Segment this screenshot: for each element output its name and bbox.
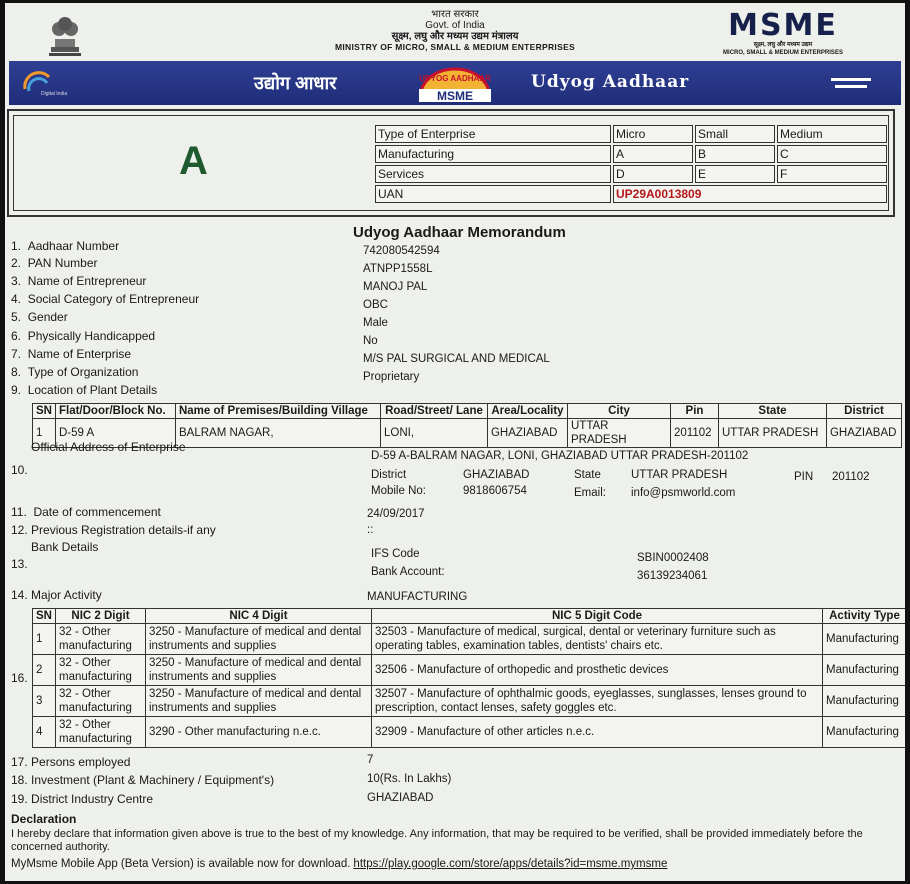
- column-header: Pin: [670, 404, 718, 419]
- field-value-handicapped: No: [363, 335, 378, 347]
- field-label-persons: 17. Persons employed: [11, 755, 131, 769]
- field-label-social-category: 4. Social Category of Entrepreneur: [11, 292, 200, 306]
- column-header: Activity Type: [822, 609, 905, 624]
- district-label: District: [371, 469, 407, 481]
- table-cell: 3250 - Manufacture of medical and dental instruments and supplies: [145, 624, 371, 655]
- field-label-organization: 8. Type of Organization: [11, 365, 139, 379]
- field-value-investment: 10(Rs. In Lakhs): [367, 773, 452, 785]
- table-cell: Small: [695, 125, 775, 143]
- table-row: [33, 655, 906, 686]
- column-header: NIC 2 Digit: [55, 609, 145, 624]
- field-value-organization: Proprietary: [363, 371, 420, 383]
- mobile-app-note: [11, 858, 667, 870]
- field-label-major-activity: 14. Major Activity: [11, 588, 102, 602]
- field-value-gender: Male: [363, 317, 388, 329]
- ministry-english: MINISTRY OF MICRO, SMALL & MEDIUM ENTERPRISES: [334, 42, 576, 52]
- table-cell: F: [777, 165, 887, 183]
- table-cell: GHAZIABAD: [826, 419, 901, 448]
- table-cell: 32503 - Manufacture of medical, surgical, dental or veterinary furniture such as operating tables, examination tables, dentists' chairs etc.: [371, 624, 822, 655]
- table-row: [375, 125, 887, 143]
- column-header: SN: [33, 404, 56, 419]
- column-header: NIC 5 Digit Code: [371, 609, 822, 624]
- column-header: State: [718, 404, 826, 419]
- table-row: [375, 145, 887, 163]
- table-cell: Manufacturing: [822, 686, 905, 717]
- certificate-header: [5, 3, 905, 63]
- field-value-aadhaar: 742080542594: [363, 245, 440, 257]
- pin-label: PIN: [794, 471, 814, 483]
- enterprise-category-box: [7, 109, 895, 217]
- field-label-handicapped: 6. Physically Handicapped: [11, 329, 156, 343]
- column-header: Road/Street/ Lane: [380, 404, 487, 419]
- table-cell: Medium: [777, 125, 887, 143]
- udyog-aadhaar-certificate: [5, 3, 905, 881]
- ifs-label: IFS Code: [371, 548, 420, 560]
- table-cell: 3: [33, 686, 56, 717]
- district-value: GHAZIABAD: [463, 469, 530, 481]
- msme-logo: [697, 8, 869, 57]
- table-cell: C: [777, 145, 887, 163]
- column-header: Flat/Door/Block No.: [55, 404, 175, 419]
- declaration-text: I hereby declare that information given above is true to the best of my knowledge. Any information, that may be required to be verified, shall be provided immediately before the concerned authority.: [11, 828, 863, 853]
- uan-label: UAN: [375, 185, 611, 203]
- state-label: State: [574, 469, 601, 481]
- memorandum-title: Udyog Aadhaar Memorandum: [353, 224, 566, 241]
- ifs-value: SBIN0002408: [637, 552, 709, 564]
- field-label-gender: 5. Gender: [11, 310, 68, 324]
- uan-value: UP29A0013809: [613, 185, 887, 203]
- enterprise-type-table: [373, 123, 889, 205]
- field-value-major-activity: MANUFACTURING: [367, 591, 468, 603]
- field-label-previous-registration: 12. Previous Registration details-if any: [11, 523, 216, 537]
- field-label-pan: 2. PAN Number: [11, 256, 98, 270]
- field-label-dic: 19. District Industry Centre: [11, 792, 154, 806]
- digital-india-logo-icon: [19, 69, 71, 97]
- bank-details-label: Bank Details: [31, 540, 99, 554]
- field-value-commencement: 24/09/2017: [367, 508, 425, 520]
- table-cell: UTTAR PRADESH: [567, 419, 670, 448]
- field-value-previous-registration: ::: [367, 524, 374, 536]
- pin-value: 201102: [832, 471, 870, 483]
- table-cell: 32 - Other manufacturing: [55, 686, 145, 717]
- badge-bottom-text: MSME: [437, 89, 473, 103]
- mobile-value: 9818606754: [463, 485, 527, 497]
- gov-english: Govt. of India: [425, 20, 485, 31]
- field-value-entrepreneur: MANOJ PAL: [363, 281, 428, 293]
- field-value-persons: 7: [367, 754, 374, 766]
- field-value-pan: ATNPP1558L: [363, 263, 433, 275]
- play-store-link[interactable]: https://play.google.com/store/apps/details?id=msme.mymsme: [353, 858, 668, 870]
- field-value-social-category: OBC: [363, 299, 388, 311]
- table-cell: E: [695, 165, 775, 183]
- table-cell: D: [613, 165, 693, 183]
- table-cell: UTTAR PRADESH: [718, 419, 826, 448]
- table-cell: 1: [33, 624, 56, 655]
- mobile-app-text: MyMsme Mobile App (Beta Version) is available now for download.: [11, 858, 351, 870]
- decorative-lines-icon: [831, 75, 871, 91]
- official-address-value: D-59 A-BALRAM NAGAR, LONI, GHAZIABAD UTTAR PRADESH-201102: [371, 450, 749, 462]
- ministry-heading: [285, 9, 625, 53]
- udyog-aadhaar-banner: [9, 61, 901, 105]
- table-cell: B: [695, 145, 775, 163]
- table-cell: BALRAM NAGAR,: [175, 419, 380, 448]
- field-value-dic: GHAZIABAD: [367, 792, 434, 804]
- table-cell: 2: [33, 655, 56, 686]
- field-label-investment: 18. Investment (Plant & Machinery / Equipment's): [11, 773, 275, 787]
- field-label-entrepreneur: 3. Name of Entrepreneur: [11, 274, 147, 288]
- email-value: info@psmworld.com: [631, 487, 736, 499]
- column-header: Name of Premises/Building Village: [175, 404, 380, 419]
- table-row: [33, 717, 906, 748]
- table-cell: 3250 - Manufacture of medical and dental instruments and supplies: [145, 655, 371, 686]
- table-cell: 3290 - Other manufacturing n.e.c.: [145, 717, 371, 748]
- table-cell: 3250 - Manufacture of medical and dental instruments and supplies: [145, 686, 371, 717]
- table-cell: Services: [375, 165, 611, 183]
- column-header: District: [826, 404, 901, 419]
- banner-title-hindi: उद्योग आधार: [254, 73, 337, 93]
- field-label-aadhaar: 1. Aadhaar Number: [11, 239, 120, 253]
- table-cell: A: [613, 145, 693, 163]
- msme-sub-hindi: सूक्ष्म, लघु और मध्यम उद्यम: [753, 42, 813, 48]
- table-cell: Manufacturing: [822, 717, 905, 748]
- table-cell: 32909 - Manufacture of other articles n.e.c.: [371, 717, 822, 748]
- table-cell: GHAZIABAD: [487, 419, 567, 448]
- table-row: [33, 624, 906, 655]
- table-cell: 1: [33, 419, 56, 448]
- declaration-title: Declaration: [11, 812, 77, 826]
- national-emblem-icon: [37, 9, 93, 59]
- msme-mark: MSME: [728, 8, 838, 43]
- gov-hindi: भारत सरकार: [431, 9, 479, 20]
- email-label: Email:: [574, 487, 606, 499]
- bank-account-label: Bank Account:: [371, 566, 445, 578]
- table-cell: 32 - Other manufacturing: [55, 655, 145, 686]
- field-label-enterprise-name: 7. Name of Enterprise: [11, 347, 132, 361]
- field-number-10: 10.: [11, 463, 28, 477]
- table-cell: 32 - Other manufacturing: [55, 717, 145, 748]
- ministry-hindi: सूक्ष्म, लघु और मध्यम उद्यम मंत्रालय: [391, 31, 519, 42]
- field-number-13: 13.: [11, 557, 28, 571]
- udyog-aadhaar-badge-icon: [407, 65, 503, 103]
- table-cell: Micro: [613, 125, 693, 143]
- table-header-row: [33, 404, 902, 419]
- official-address-label: Official Address of Enterprise: [31, 440, 186, 454]
- msme-sub-english: MICRO, SMALL & MEDIUM ENTERPRISES: [723, 50, 843, 56]
- column-header: City: [567, 404, 670, 419]
- table-row: [375, 165, 887, 183]
- table-header-row: [33, 609, 906, 624]
- table-cell: D-59 A: [55, 419, 175, 448]
- table-cell: Manufacturing: [822, 655, 905, 686]
- uan-row: [375, 185, 887, 203]
- table-cell: 32507 - Manufacture of ophthalmic goods, eyeglasses, sunglasses, lenses ground to prescription, contact lenses, safety goggles etc.: [371, 686, 822, 717]
- state-value: UTTAR PRADESH: [631, 469, 728, 481]
- field-label-commencement: 11. Date of commencement: [11, 505, 161, 519]
- digital-india-text: Digital India: [41, 91, 68, 97]
- table-row: [33, 686, 906, 717]
- column-header: Area/Locality: [487, 404, 567, 419]
- table-cell: 32 - Other manufacturing: [55, 624, 145, 655]
- bank-account-value: 36139234061: [637, 570, 708, 582]
- field-value-enterprise-name: M/S PAL SURGICAL AND MEDICAL: [363, 353, 550, 365]
- field-label-plant-location: 9. Location of Plant Details: [11, 383, 158, 397]
- table-cell: Manufacturing: [822, 624, 905, 655]
- table-cell: Type of Enterprise: [375, 125, 611, 143]
- table-cell: LONI,: [380, 419, 487, 448]
- table-cell: 4: [33, 717, 56, 748]
- nic-activity-table: [32, 608, 905, 748]
- field-number-16: 16.: [11, 671, 28, 685]
- banner-title-english: Udyog Aadhaar: [531, 72, 690, 92]
- table-cell: 32506 - Manufacture of orthopedic and prosthetic devices: [371, 655, 822, 686]
- table-cell: Manufacturing: [375, 145, 611, 163]
- column-header: NIC 4 Digit: [145, 609, 371, 624]
- column-header: SN: [33, 609, 56, 624]
- badge-top-text: UDYOG AADHAAR: [419, 74, 491, 83]
- category-letter: A: [179, 139, 208, 183]
- mobile-label: Mobile No:: [371, 485, 426, 497]
- table-cell: 201102: [670, 419, 718, 448]
